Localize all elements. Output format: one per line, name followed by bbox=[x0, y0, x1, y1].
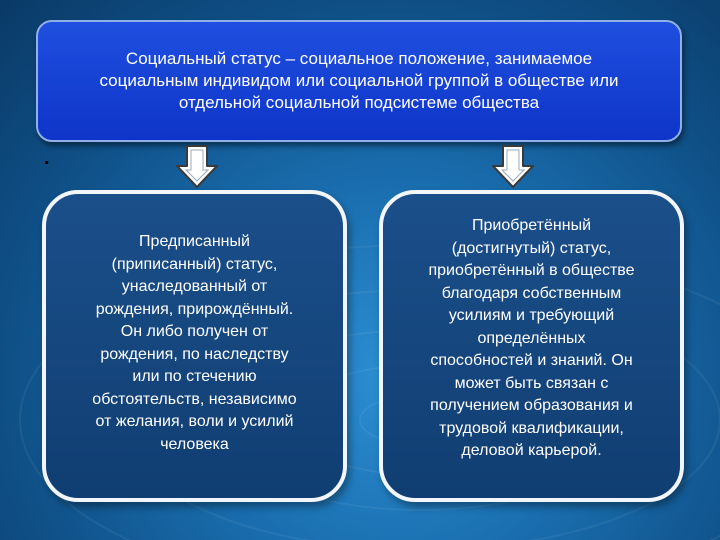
down-arrow-icon bbox=[174, 144, 220, 190]
down-arrow-icon bbox=[490, 144, 536, 190]
ascribed-status-card bbox=[42, 190, 347, 502]
social-status-definition-box bbox=[36, 20, 682, 142]
achieved-status-card bbox=[379, 190, 684, 502]
definition-text: Социальный статус – социальное положение, занимаемое социальным индивидом или социальной группой в обществе или отдельной социальной подсистеме общества bbox=[99, 49, 619, 112]
ascribed-status-text: Предписанный (приписанный) статус, унаследованный от рождения, прирождённый. Он либо получен от рождения, по наследству или по стечению обстоятельств, независимо от желания, воли и усилий человека bbox=[92, 233, 297, 453]
achieved-status-text: Приобретённый (достигнутый) статус, приобретённый в обществе благодаря собственным усилиям и требующий определённых способностей и знаний. Он может быть связан с получением образования и трудовой квалификации, деловой карьерой. bbox=[428, 217, 635, 459]
bullet-marker: . bbox=[44, 147, 50, 169]
